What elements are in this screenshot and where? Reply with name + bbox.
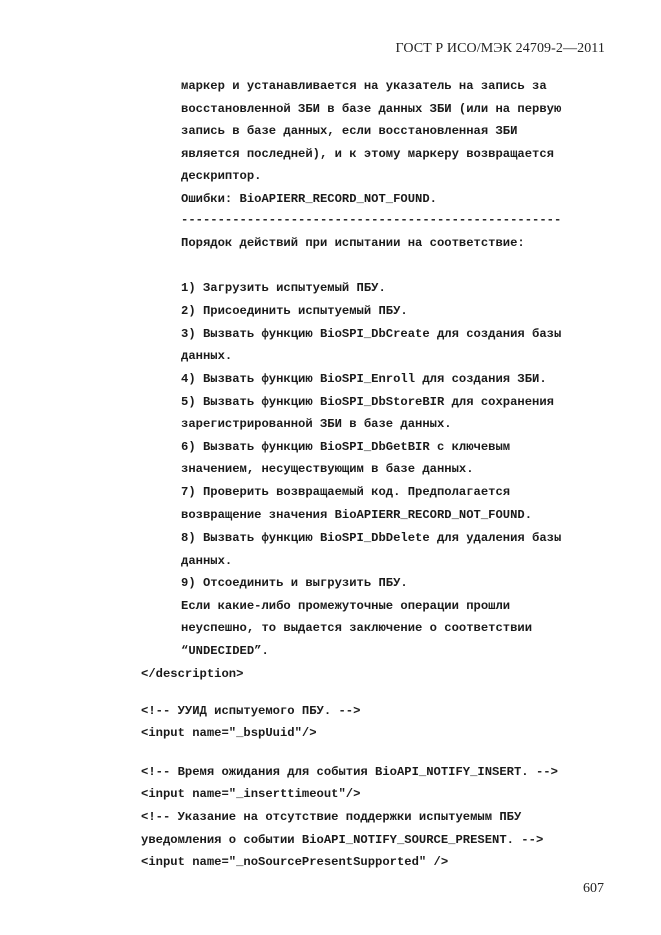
xml-input-element: <input name="_inserttimeout"/> (141, 787, 361, 801)
step-line: 6) Вызвать функцию BioSPI_DbGetBIR с ключевым (181, 440, 511, 454)
xml-comment: <!-- Указание на отсутствие поддержки испытуемым ПБУ (141, 810, 522, 824)
xml-input-element: <input name="_bspUuid"/> (141, 726, 317, 740)
description-line: является последней), и к этому маркеру возвращается (181, 147, 554, 161)
step-line: данных. (181, 554, 233, 568)
conclusion-line: Если какие-либо промежуточные операции прошли (181, 599, 511, 613)
step-line: 8) Вызвать функцию BioSPI_DbDelete для удаления базы (181, 531, 562, 545)
page-number: 607 (583, 881, 604, 896)
step-line: 2) Присоединить испытуемый ПБУ. (181, 304, 408, 318)
step-line: 5) Вызвать функцию BioSPI_DbStoreBIR для сохранения (181, 395, 554, 409)
step-line: значением, несуществующим в базе данных. (181, 462, 474, 476)
step-line: данных. (181, 349, 233, 363)
xml-closing-tag: </description> (141, 667, 244, 681)
step-line: зарегистрированной ЗБИ в базе данных. (181, 417, 452, 431)
document-header: ГОСТ Р ИСО/МЭК 24709-2—2011 (395, 41, 605, 56)
description-line: запись в базе данных, если восстановленная ЗБИ (181, 124, 518, 138)
step-line: 7) Проверить возвращаемый код. Предполагается (181, 485, 511, 499)
dashed-separator: ---------------------------------------------------- (181, 213, 562, 227)
conclusion-line: “UNDECIDED”. (181, 644, 269, 658)
xml-comment: <!-- УУИД испытуемого ПБУ. --> (141, 704, 361, 718)
step-line: 4) Вызвать функцию BioSPI_Enroll для создания ЗБИ. (181, 372, 547, 386)
xml-comment: уведомления о событии BioAPI_NOTIFY_SOURCE_PRESENT. --> (141, 833, 544, 847)
step-line: 9) Отсоединить и выгрузить ПБУ. (181, 576, 408, 590)
step-line: возвращение значения BioAPIERR_RECORD_NOT_FOUND. (181, 508, 533, 522)
description-line: маркер и устанавливается на указатель на запись за (181, 79, 547, 93)
conclusion-line: неуспешно, то выдается заключение о соответствии (181, 621, 533, 635)
description-line: восстановленной ЗБИ в базе данных ЗБИ (или на первую (181, 102, 562, 116)
xml-comment: <!-- Время ожидания для события BioAPI_NOTIFY_INSERT. --> (141, 765, 558, 779)
step-line: 3) Вызвать функцию BioSPI_DbCreate для создания базы (181, 327, 562, 341)
test-procedure-heading: Порядок действий при испытании на соответствие: (181, 236, 525, 250)
xml-input-element: <input name="_noSourcePresentSupported" /> (141, 855, 449, 869)
errors-line: Ошибки: BioAPIERR_RECORD_NOT_FOUND. (181, 192, 437, 206)
description-line: дескриптор. (181, 169, 262, 183)
step-line: 1) Загрузить испытуемый ПБУ. (181, 281, 386, 295)
